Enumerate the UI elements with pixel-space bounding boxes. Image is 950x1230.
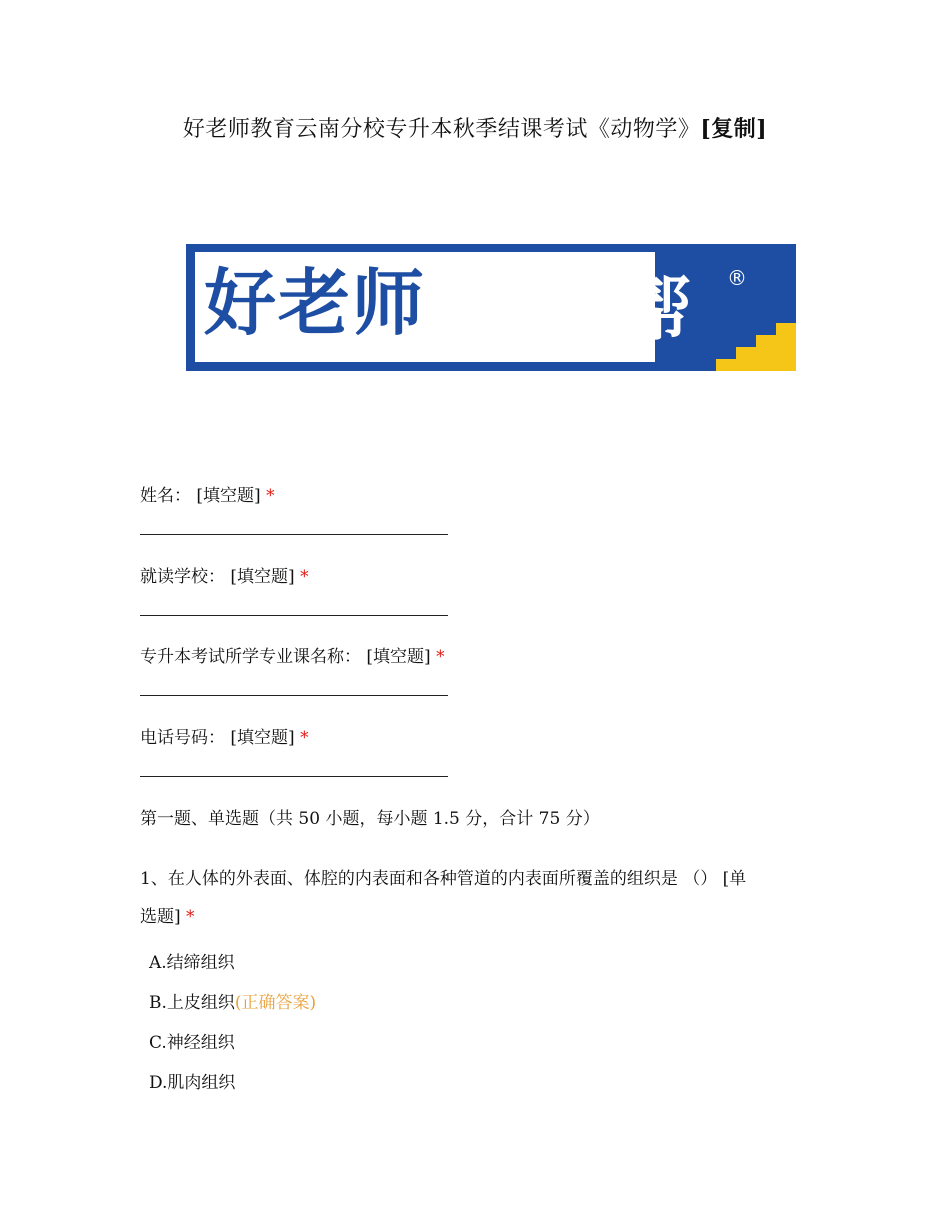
title-text: 好老师教育云南分校专升本秋季结课考试《动物学》 [182, 117, 701, 142]
phone-answer-line[interactable] [140, 776, 448, 777]
option-c[interactable]: C.神经组织 [149, 1033, 235, 1053]
logo-right-text: 升学帮 [484, 271, 695, 350]
school-answer-line[interactable] [140, 615, 448, 616]
required-star: * [436, 647, 445, 667]
option-d[interactable]: D.肌肉组织 [149, 1073, 236, 1093]
option-a[interactable]: A.结缔组织 [149, 953, 235, 973]
field-school-label: 就读学校： [填空题] * [140, 567, 309, 587]
stairs-icon [716, 311, 796, 371]
required-star: * [266, 486, 275, 506]
registered-mark-icon: ® [727, 266, 747, 290]
logo-left-text: 好老师 [204, 261, 427, 345]
option-b[interactable]: B.上皮组织(正确答案) [149, 993, 317, 1013]
required-star: * [300, 728, 309, 748]
brand-logo [186, 244, 796, 371]
question-1-text: 1、在人体的外表面、体腔的内表面和各种管道的内表面所覆盖的组织是 （） [单 [140, 869, 747, 889]
correct-answer-note: (正确答案) [234, 993, 317, 1013]
required-star: * [300, 567, 309, 587]
required-star: * [186, 907, 195, 927]
copy-tag[interactable]: [复制] [700, 116, 768, 142]
page-title [0, 112, 950, 143]
field-major-label: 专升本考试所学专业课名称： [填空题] * [140, 647, 445, 667]
section-heading: 第一题、单选题（共 50 小题，每小题 1.5 分，合计 75 分） [140, 809, 600, 829]
field-name-label: 姓名： [填空题] * [140, 486, 275, 506]
name-answer-line[interactable] [140, 534, 448, 535]
field-phone-label: 电话号码： [填空题] * [140, 728, 309, 748]
major-answer-line[interactable] [140, 695, 448, 696]
question-1-text-cont: 选题] * [140, 907, 195, 927]
